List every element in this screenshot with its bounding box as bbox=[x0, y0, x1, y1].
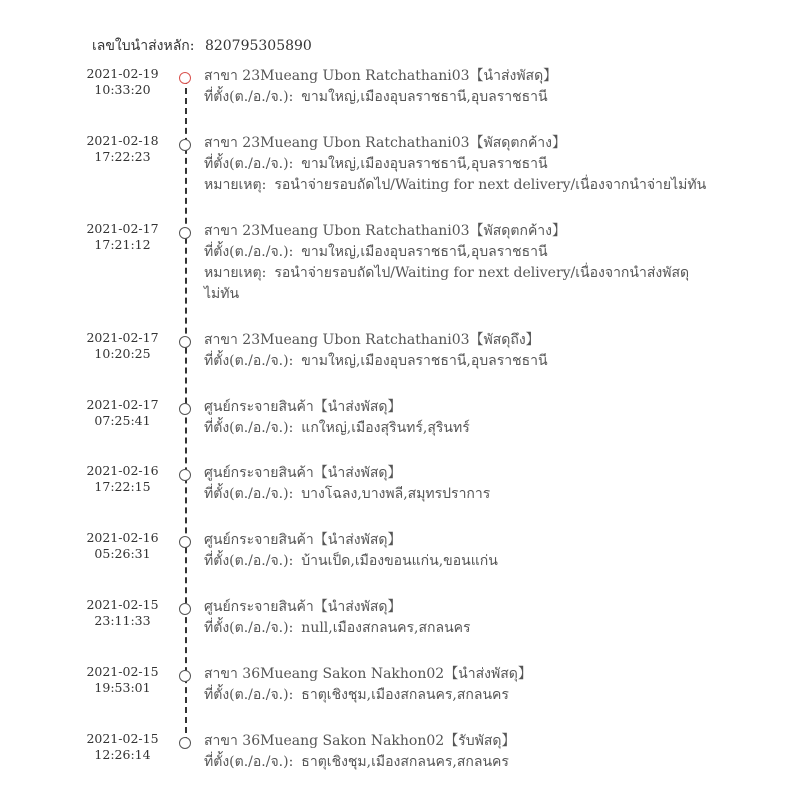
event-content bbox=[204, 221, 709, 305]
event-date: 2021-02-16 bbox=[86, 530, 159, 545]
timeline-dot bbox=[179, 536, 191, 548]
event-date: 2021-02-19 bbox=[86, 66, 159, 81]
event-location-row bbox=[204, 618, 764, 639]
event-location-row bbox=[204, 154, 764, 175]
event-datetime bbox=[80, 330, 165, 362]
tracking-label: เลขใบนำส่งหลัก: bbox=[92, 38, 195, 54]
event-location-row bbox=[204, 752, 764, 773]
event-title: สาขา 36Mueang Sakon Nakhon02【รับพัสดุ】 bbox=[204, 733, 516, 749]
event-content bbox=[204, 463, 764, 505]
location-label: ที่ตั้ง(ต./อ./จ.): bbox=[204, 553, 294, 569]
timeline-dot-current bbox=[179, 72, 191, 84]
event-title: สาขา 23Mueang Ubon Ratchathani03【พัสดุถึง】 bbox=[204, 332, 540, 348]
event-location-row bbox=[204, 484, 764, 505]
location-label: ที่ตั้ง(ต./อ./จ.): bbox=[204, 486, 294, 502]
event-note-row bbox=[204, 175, 764, 196]
event-datetime bbox=[80, 664, 165, 696]
event-date: 2021-02-16 bbox=[86, 463, 159, 478]
location-label: ที่ตั้ง(ต./อ./จ.): bbox=[204, 687, 294, 703]
event-note: รอนำจ่ายรอบถัดไป/Waiting for next delivery/เนื่องจากนำจ่ายไม่ทัน bbox=[274, 177, 707, 193]
event-title: ศูนย์กระจายสินค้า【นำส่งพัสดุ】 bbox=[204, 465, 402, 481]
note-label: หมายเหตุ: bbox=[204, 177, 267, 193]
event-date: 2021-02-15 bbox=[86, 664, 159, 679]
note-label: หมายเหตุ: bbox=[204, 265, 267, 281]
event-time: 07:25:41 bbox=[94, 413, 151, 428]
event-location-row bbox=[204, 551, 764, 572]
event-date: 2021-02-15 bbox=[86, 597, 159, 612]
event-location-row bbox=[204, 418, 764, 439]
event-datetime bbox=[80, 221, 165, 253]
event-time: 05:26:31 bbox=[94, 546, 151, 561]
event-note: รอนำจ่ายรอบถัดไป/Waiting for next delivery/เนื่องจากนำส่งพัสดุไม่ทัน bbox=[204, 265, 690, 302]
event-time: 23:11:33 bbox=[94, 613, 151, 628]
location-label: ที่ตั้ง(ต./อ./จ.): bbox=[204, 620, 294, 636]
event-title: ศูนย์กระจายสินค้า【นำส่งพัสดุ】 bbox=[204, 399, 402, 415]
event-location-row bbox=[204, 351, 764, 372]
event-location: ขามใหญ่,เมืองอุบลราชธานี,อุบลราชธานี bbox=[301, 244, 548, 260]
timeline-dot bbox=[179, 603, 191, 615]
event-datetime bbox=[80, 397, 165, 429]
event-content bbox=[204, 397, 764, 439]
event-location-row bbox=[204, 242, 709, 263]
tracking-number: 820795305890 bbox=[204, 38, 312, 54]
timeline-dot bbox=[179, 227, 191, 239]
location-label: ที่ตั้ง(ต./อ./จ.): bbox=[204, 353, 294, 369]
event-location: ธาตุเชิงชุม,เมืองสกลนคร,สกลนคร bbox=[301, 687, 509, 703]
location-label: ที่ตั้ง(ต./อ./จ.): bbox=[204, 156, 294, 172]
event-location-row bbox=[204, 685, 764, 706]
event-title: ศูนย์กระจายสินค้า【นำส่งพัสดุ】 bbox=[204, 532, 402, 548]
event-time: 17:22:15 bbox=[94, 479, 151, 494]
location-label: ที่ตั้ง(ต./อ./จ.): bbox=[204, 244, 294, 260]
event-date: 2021-02-18 bbox=[86, 133, 159, 148]
event-datetime bbox=[80, 133, 165, 165]
timeline-dot bbox=[179, 403, 191, 415]
event-time: 10:20:25 bbox=[94, 346, 151, 361]
event-location: บ้านเป็ด,เมืองขอนแก่น,ขอนแก่น bbox=[301, 553, 498, 569]
timeline-dot bbox=[179, 469, 191, 481]
event-title: สาขา 23Mueang Ubon Ratchathani03【พัสดุตกค้าง】 bbox=[204, 223, 567, 239]
event-location: แกใหญ่,เมืองสุรินทร์,สุรินทร์ bbox=[301, 420, 470, 436]
event-time: 17:21:12 bbox=[94, 237, 151, 252]
timeline-dot bbox=[179, 670, 191, 682]
event-content bbox=[204, 66, 764, 108]
event-content bbox=[204, 330, 764, 372]
event-content bbox=[204, 731, 764, 773]
event-content bbox=[204, 664, 764, 706]
event-location-row bbox=[204, 87, 764, 108]
event-content bbox=[204, 530, 764, 572]
event-title: สาขา 36Mueang Sakon Nakhon02【นำส่งพัสดุ】 bbox=[204, 666, 532, 682]
event-time: 12:26:14 bbox=[94, 747, 151, 762]
event-location: ขามใหญ่,เมืองอุบลราชธานี,อุบลราชธานี bbox=[301, 89, 548, 105]
event-date: 2021-02-17 bbox=[86, 221, 159, 236]
timeline-dot bbox=[179, 737, 191, 749]
location-label: ที่ตั้ง(ต./อ./จ.): bbox=[204, 420, 294, 436]
event-location: ขามใหญ่,เมืองอุบลราชธานี,อุบลราชธานี bbox=[301, 353, 548, 369]
event-datetime bbox=[80, 530, 165, 562]
event-location: ธาตุเชิงชุม,เมืองสกลนคร,สกลนคร bbox=[301, 754, 509, 770]
event-time: 10:33:20 bbox=[94, 82, 151, 97]
event-location: บางโฉลง,บางพลี,สมุทรปราการ bbox=[301, 486, 491, 502]
location-label: ที่ตั้ง(ต./อ./จ.): bbox=[204, 89, 294, 105]
event-note-row bbox=[204, 263, 709, 305]
event-content bbox=[204, 597, 764, 639]
location-label: ที่ตั้ง(ต./อ./จ.): bbox=[204, 754, 294, 770]
timeline-dot bbox=[179, 139, 191, 151]
event-location: null,เมืองสกลนคร,สกลนคร bbox=[301, 620, 471, 636]
event-content bbox=[204, 133, 764, 196]
event-date: 2021-02-17 bbox=[86, 397, 159, 412]
event-time: 19:53:01 bbox=[94, 680, 151, 695]
event-date: 2021-02-17 bbox=[86, 330, 159, 345]
event-date: 2021-02-15 bbox=[86, 731, 159, 746]
event-title: ศูนย์กระจายสินค้า【นำส่งพัสดุ】 bbox=[204, 599, 402, 615]
event-datetime bbox=[80, 597, 165, 629]
event-time: 17:22:23 bbox=[94, 149, 151, 164]
timeline-dot bbox=[179, 336, 191, 348]
event-datetime bbox=[80, 66, 165, 98]
event-datetime bbox=[80, 731, 165, 763]
event-title: สาขา 23Mueang Ubon Ratchathani03【นำส่งพัสดุ】 bbox=[204, 68, 558, 84]
event-datetime bbox=[80, 463, 165, 495]
event-location: ขามใหญ่,เมืองอุบลราชธานี,อุบลราชธานี bbox=[301, 156, 548, 172]
event-title: สาขา 23Mueang Ubon Ratchathani03【พัสดุตกค้าง】 bbox=[204, 135, 567, 151]
